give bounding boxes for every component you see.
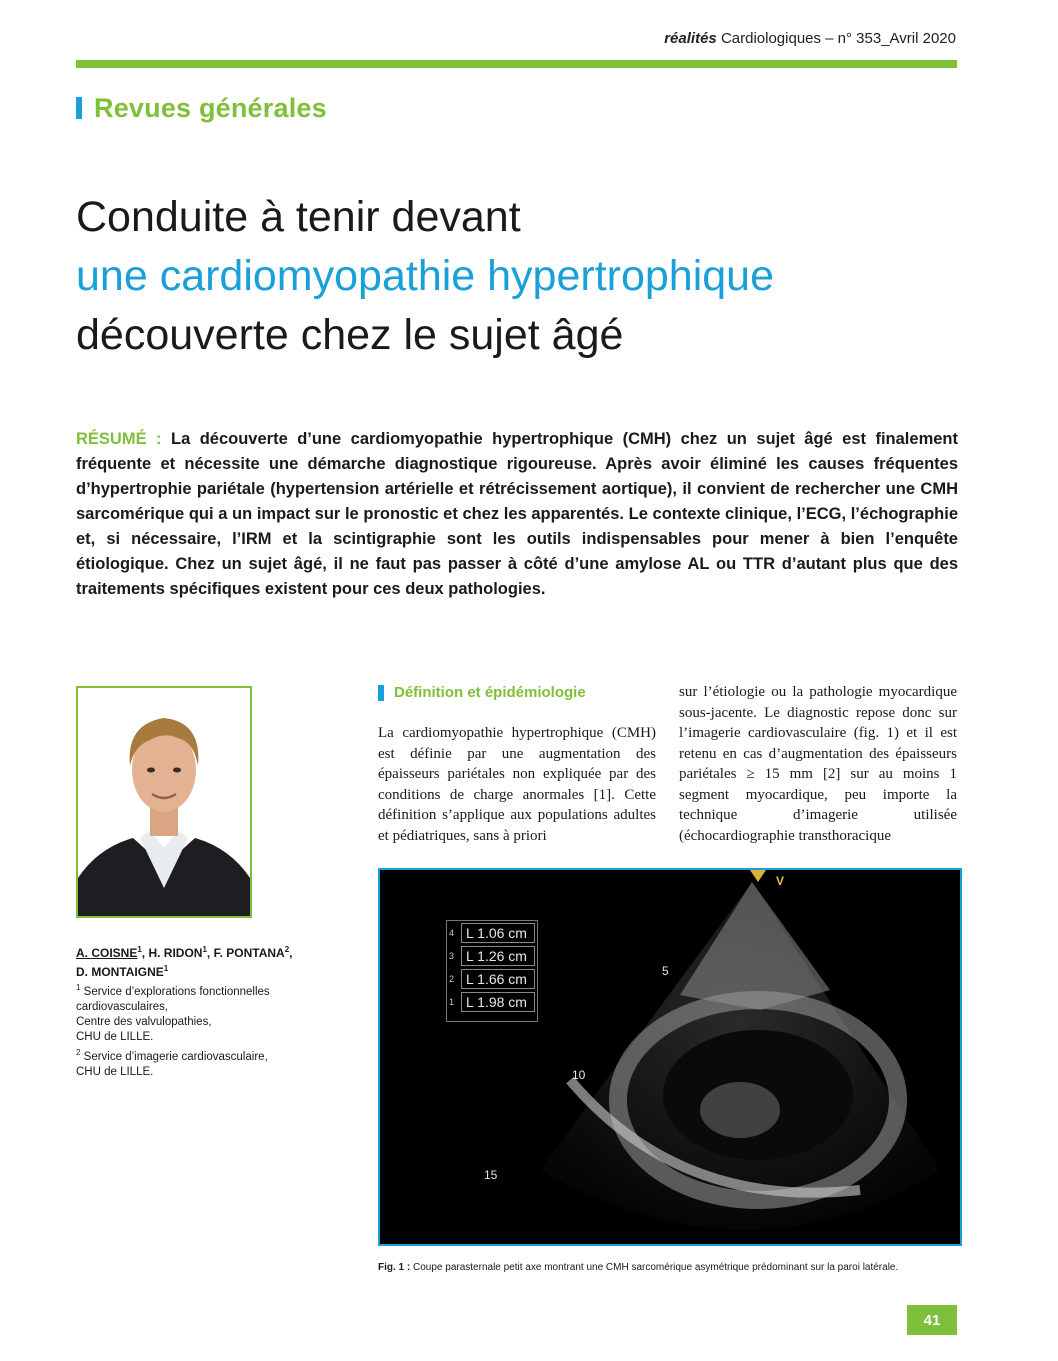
title-line-1: Conduite à tenir devant <box>76 193 521 241</box>
rubric-label: Revues générales <box>94 92 327 123</box>
caption-label: Fig. 1 : <box>378 1262 411 1273</box>
article-title <box>76 188 976 365</box>
author-block <box>76 942 336 1080</box>
author-portrait-image <box>78 688 250 916</box>
author-name: F. PONTANA <box>213 946 285 960</box>
rubric <box>76 94 327 122</box>
caption-text: Coupe parasternale petit axe montrant une CMH sarcomérique asymétrique prédominant sur la paroi latérale. <box>413 1262 899 1273</box>
section-heading <box>378 684 586 701</box>
title-line-3: découverte chez le sujet âgé <box>76 311 624 359</box>
journal-name: réalités <box>664 30 717 47</box>
affiliation-2: $^2$ Service d’imagerie cardiovasculaire, CHU de LILLE. <box>76 1047 268 1078</box>
section-bar <box>378 685 384 701</box>
rubric-bar <box>76 97 82 119</box>
title-line-2: une cardiomyopathie hypertrophique <box>76 252 775 300</box>
body-paragraph: sur l’étiologie ou la pathologie myocardique sous-jacente. Le diagnostic repose donc sur l’imagerie cardiovasculaire (fig. 1) et il est retenu en cas d’augmentation des épaisseurs pariétales ≥ 15 mm [2] sur au moins 1 segment myocardique, peu importe la technique d’imagerie utilisée (échocardiographie transthoracique <box>679 684 957 844</box>
section-heading-label: Définition et épidémiologie <box>394 684 586 701</box>
abstract <box>76 427 958 602</box>
affiliation-1: $^1$ Service d’explorations fonctionnelles cardiovasculaires, Centre des valvulopathies, CHU de LILLE. <box>76 983 270 1043</box>
probe-marker: V <box>776 874 785 888</box>
author-name: A. COISNE <box>76 946 138 960</box>
measurement-row: 1 L 1.98 cm <box>449 991 535 1013</box>
journal-issue: Cardiologiques – n° 353_Avril 2020 <box>720 30 956 47</box>
journal-header <box>76 30 956 47</box>
echocardiography-figure <box>378 868 962 1246</box>
body-paragraph: La cardiomyopathie hypertrophique (CMH) est définie par une augmentation des épaisseurs pariétales non expliquée par des conditions de charge anormales [1]. Cette définition s’applique aux populations adultes et pédiatriques, sans à priori <box>378 725 656 844</box>
depth-label: 5 <box>662 964 669 978</box>
author-name: H. RIDON <box>148 946 203 960</box>
author-name: D. MONTAIGNE <box>76 965 164 979</box>
author-photo <box>76 686 252 918</box>
depth-label: 15 <box>484 1168 498 1182</box>
page-number: 41 <box>907 1305 957 1335</box>
measurement-row: 2 L 1.66 cm <box>449 968 535 990</box>
body-column-1 <box>378 723 656 846</box>
abstract-label: RÉSUMÉ : <box>76 430 162 448</box>
header-rule <box>76 60 957 68</box>
measurement-panel <box>446 920 538 1022</box>
depth-label: 10 <box>572 1068 586 1082</box>
figure-caption <box>378 1262 968 1273</box>
abstract-text: La découverte d’une cardiomyopathie hypertrophique (CMH) chez un sujet âgé est finalement fréquente et nécessite une démarche diagnostique rigoureuse. Après avoir éliminé les causes fréquentes d’hypertrophie pariétale (hypertension artérielle et rétrécissement aortique), il convient de rechercher une CMH sarcomérique qui a un impact sur le pronostic et chez les apparentés. Le contexte clinique, l’ECG, l’échographie et, si nécessaire, l’IRM et la scintigraphie sont les outils indispensables pour mener à bien l’enquête étiologique. Chez un sujet âgé, il ne faut pas passer à côté d’une amylose AL ou TTR d’autant plus que des traitements spécifiques existent pour ces deux pathologies. <box>76 430 958 598</box>
measurement-row: 3 L 1.26 cm <box>449 945 535 967</box>
author-names: A. COISNE$^1$, H. RIDON$^1$, F. PONTANA$^2$, D. MONTAIGNE$^1$ <box>76 945 293 979</box>
body-column-2 <box>679 682 957 846</box>
measurement-row: 4 L 1.06 cm <box>449 922 535 944</box>
